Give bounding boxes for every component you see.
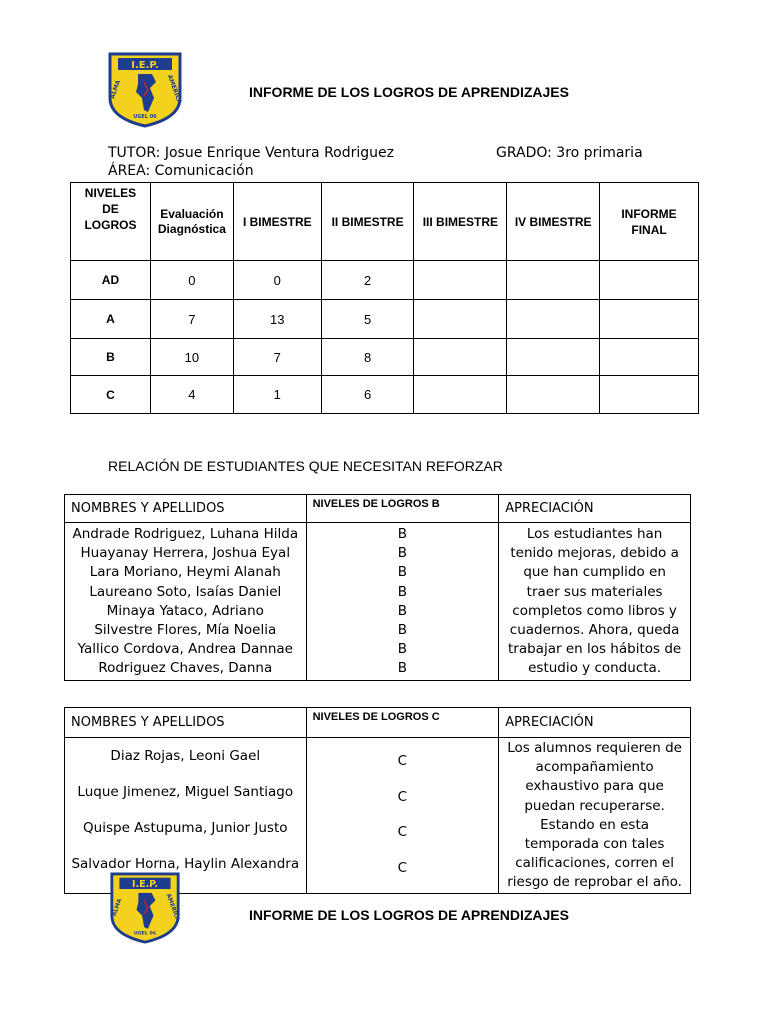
value-cell: 0 xyxy=(233,261,321,300)
value-cell xyxy=(414,376,507,414)
area-label: ÁREA: Comunicación xyxy=(108,163,254,179)
apreciacion-line: puedan recuperarse. xyxy=(524,797,665,814)
level-value: B xyxy=(397,622,408,639)
student-name: Diaz Rojas, Leoni Gael xyxy=(110,748,261,764)
level-value: B xyxy=(397,602,408,619)
table-row xyxy=(71,376,699,414)
logo-left-text: ALMA xyxy=(109,79,123,100)
apreciacion-line: cuadernos. Ahora, queda xyxy=(509,622,680,639)
value-cell xyxy=(507,376,600,414)
student-name: Andrade Rodriguez, Luhana Hilda xyxy=(72,526,299,542)
student-name: Minaya Yataco, Adriano xyxy=(106,602,264,619)
value-cell: 6 xyxy=(321,376,414,414)
header-nombres: NOMBRES Y APELLIDOS xyxy=(65,495,307,523)
header-bimestre-1: I BIMESTRE xyxy=(233,183,321,261)
level-value: C xyxy=(397,753,408,769)
students-c-table xyxy=(64,707,691,894)
level-value: B xyxy=(397,564,408,581)
level-value: B xyxy=(397,545,408,562)
apreciacion-line: temporada con tales xyxy=(524,836,665,853)
apreciacion-line: completos como libros y xyxy=(512,602,677,619)
student-name: Huayanay Herrera, Joshua Eyal xyxy=(80,545,291,562)
students-b-table xyxy=(64,494,691,681)
student-name: Laureano Soto, Isaías Daniel xyxy=(89,583,282,600)
value-cell xyxy=(600,261,699,300)
tutor-label: TUTOR: Josue Enrique Ventura Rodriguez xyxy=(108,145,394,161)
logo-top-text: I.E.P. xyxy=(132,879,158,891)
logo-left-text: ALMA xyxy=(111,898,124,918)
apreciacion-line: acompañamiento xyxy=(535,759,654,776)
page-title: INFORME DE LOS LOGROS DE APRENDIZAJES xyxy=(249,84,569,100)
value-cell: 13 xyxy=(233,300,321,339)
level-value: B xyxy=(397,583,408,600)
names-column xyxy=(65,738,307,894)
header-bimestre-3: III BIMESTRE xyxy=(414,183,507,261)
apreciacion-line: exhaustivo para que xyxy=(525,778,664,795)
value-cell: 7 xyxy=(233,339,321,376)
apreciacion-line: Los alumnos requieren de xyxy=(507,740,682,756)
level-value: C xyxy=(397,824,408,840)
student-name: Luque Jimenez, Miguel Santiago xyxy=(77,784,294,800)
summary-table xyxy=(70,182,699,414)
logo-right-text: AMERICA xyxy=(165,73,182,106)
student-name: Silvestre Flores, Mía Noelia xyxy=(94,622,277,639)
school-logo xyxy=(108,52,182,128)
apreciacion-line: trabajar en los hábitos de xyxy=(508,641,682,658)
section-title: RELACIÓN DE ESTUDIANTES QUE NECESITAN REFORZAR xyxy=(108,458,503,474)
value-cell xyxy=(600,339,699,376)
apreciacion-line: estudio y conducta. xyxy=(528,660,662,677)
value-cell: 0 xyxy=(150,261,233,300)
header-nombres: NOMBRES Y APELLIDOS xyxy=(65,708,307,738)
level-value: B xyxy=(397,641,408,658)
value-cell xyxy=(414,261,507,300)
header-bimestre-2: II BIMESTRE xyxy=(321,183,414,261)
level-value: C xyxy=(397,859,408,876)
value-cell xyxy=(600,376,699,414)
value-cell xyxy=(414,339,507,376)
header-niveles-c: NIVELES DE LOGROS C xyxy=(306,708,499,738)
value-cell: 2 xyxy=(321,261,414,300)
value-cell: 1 xyxy=(233,376,321,414)
value-cell: 8 xyxy=(321,339,414,376)
apreciacion-text xyxy=(499,523,691,681)
apreciacion-line: Estando en esta xyxy=(540,816,650,833)
header-bimestre-4: IV BIMESTRE xyxy=(507,183,600,261)
logo-top-text: I.E.P. xyxy=(131,60,159,71)
value-cell xyxy=(414,300,507,339)
level-cell: AD xyxy=(71,261,151,300)
level-value: C xyxy=(397,788,408,805)
header-apreciacion: APRECIACIÓN xyxy=(499,708,691,738)
header-apreciacion: APRECIACIÓN xyxy=(499,495,691,523)
levels-column xyxy=(306,523,499,681)
apreciacion-line: riesgo de reprobar el año. xyxy=(507,874,682,891)
logo-bottom-text: UGEL 06 xyxy=(133,114,157,120)
student-name: Rodriguez Chaves, Danna xyxy=(98,660,273,677)
levels-column xyxy=(306,738,499,894)
level-cell: B xyxy=(71,339,151,376)
apreciacion-line: Los estudiantes han xyxy=(526,526,663,542)
level-cell: C xyxy=(71,376,151,414)
level-cell: A xyxy=(71,300,151,339)
value-cell xyxy=(507,261,600,300)
value-cell: 10 xyxy=(150,339,233,376)
student-name: Quispe Astupuma, Junior Justo xyxy=(83,820,288,836)
student-name: Lara Moriano, Heymi Alanah xyxy=(89,564,281,581)
table-row xyxy=(71,300,699,339)
apreciacion-line: calificaciones, corren el xyxy=(515,855,674,872)
table-row xyxy=(71,339,699,376)
header-evaluacion: Evaluación Diagnóstica xyxy=(150,183,233,261)
logo-bottom-text: UGEL 06 xyxy=(133,931,157,937)
value-cell xyxy=(507,300,600,339)
header-niveles-b: NIVELES DE LOGROS B xyxy=(306,495,499,523)
apreciacion-line: tenido mejoras, debido a xyxy=(510,545,679,562)
value-cell xyxy=(507,339,600,376)
level-value: B xyxy=(397,526,408,542)
value-cell: 5 xyxy=(321,300,414,339)
table-row xyxy=(71,261,699,300)
value-cell xyxy=(600,300,699,339)
student-name: Yallico Cordova, Andrea Dannae xyxy=(77,641,293,658)
logo-right-text: AMERICA xyxy=(164,893,181,923)
school-logo xyxy=(108,872,182,944)
apreciacion-line: que han cumplido en xyxy=(523,564,666,581)
header-informe-final: INFORME FINAL xyxy=(600,183,699,261)
student-name: Salvador Horna, Haylin Alexandra xyxy=(71,856,300,872)
apreciacion-line: traer sus materiales xyxy=(526,583,663,600)
page-title-repeat: INFORME DE LOS LOGROS DE APRENDIZAJES xyxy=(249,907,569,923)
header-niveles: NIVELES DE LOGROS xyxy=(71,183,151,261)
value-cell: 7 xyxy=(150,300,233,339)
names-column xyxy=(65,523,307,681)
level-value: B xyxy=(397,660,408,677)
apreciacion-text xyxy=(499,738,691,894)
value-cell: 4 xyxy=(150,376,233,414)
grado-label: GRADO: 3ro primaria xyxy=(496,145,643,161)
